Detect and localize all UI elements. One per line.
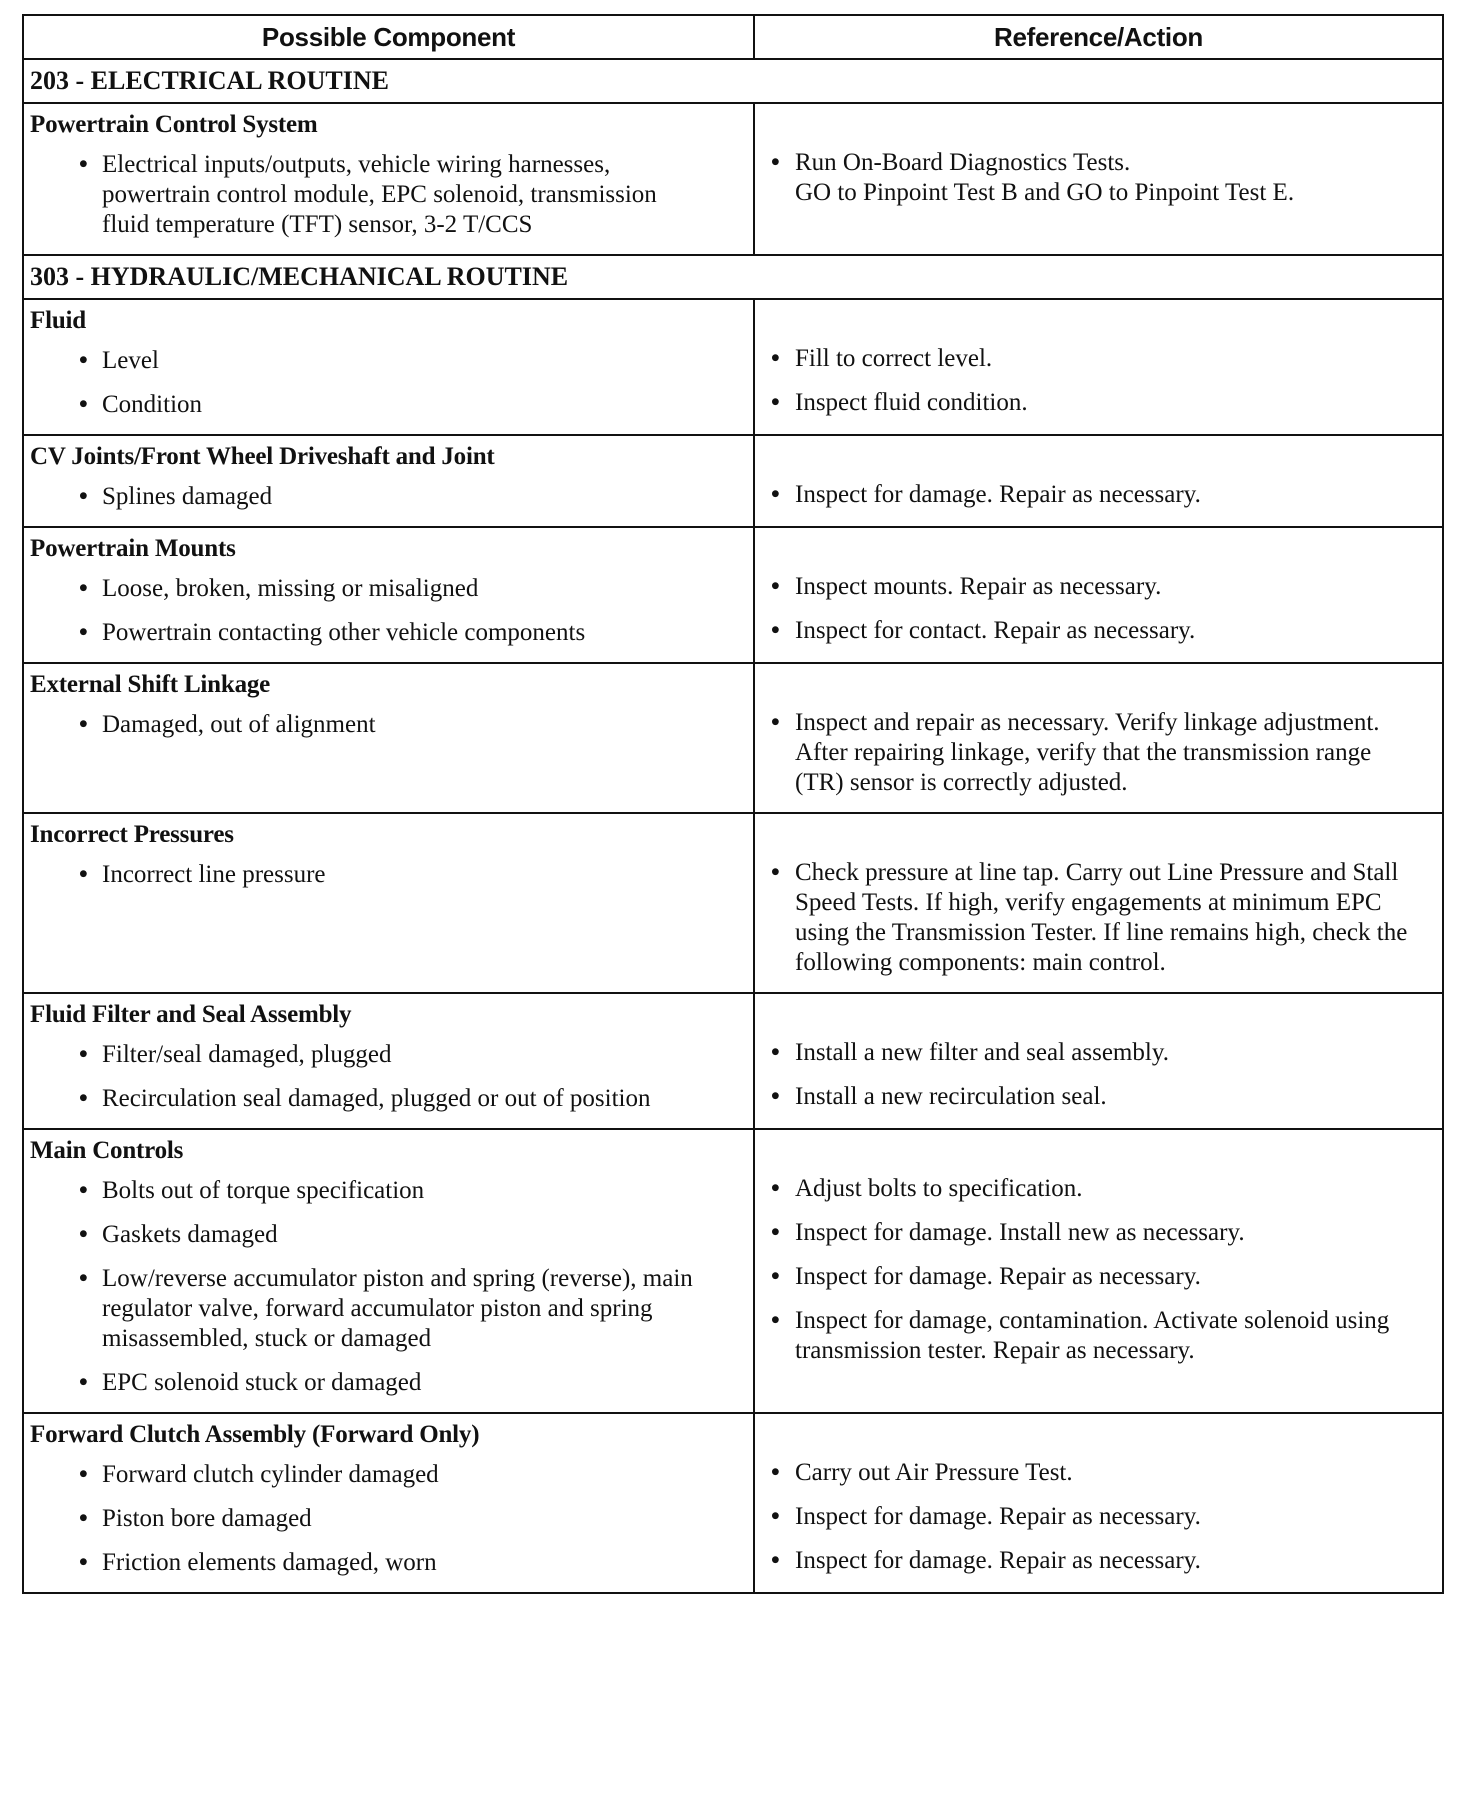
bullet-icon: • xyxy=(79,1041,88,1068)
action-item xyxy=(755,1502,1434,1532)
component-cell xyxy=(23,813,754,993)
table-body xyxy=(23,59,1443,1593)
component-item-text: Low/reverse accumulator piston and spring (reverse), main regulator valve, forward accumulator piston and spring misassembled, stuck or damaged xyxy=(102,1265,693,1352)
table-header-row xyxy=(23,15,1443,59)
bullet-icon: • xyxy=(79,861,88,888)
action-cell xyxy=(754,435,1443,527)
component-item-text: Incorrect line pressure xyxy=(102,861,326,888)
action-item-text: Inspect for contact. Repair as necessary. xyxy=(795,617,1196,644)
component-group-title: Incorrect Pressures xyxy=(30,821,234,848)
action-item xyxy=(755,1082,1434,1112)
action-item-text: Inspect for damage. Repair as necessary. xyxy=(795,1503,1201,1530)
component-item-text: Recirculation seal damaged, plugged or out of position xyxy=(102,1085,651,1112)
component-item-text: Damaged, out of alignment xyxy=(102,711,376,738)
component-list xyxy=(24,1460,753,1578)
action-item xyxy=(755,708,1434,798)
action-item xyxy=(755,388,1434,418)
action-item xyxy=(755,616,1434,646)
action-item xyxy=(755,344,1434,374)
bullet-icon: • xyxy=(771,617,780,644)
component-item xyxy=(24,482,745,512)
action-cell xyxy=(754,813,1443,993)
component-list xyxy=(24,710,753,740)
component-item xyxy=(24,1084,745,1114)
component-group-title: Forward Clutch Assembly (Forward Only) xyxy=(30,1421,480,1448)
action-item-text: Check pressure at line tap. Carry out Line Pressure and Stall Speed Tests. If high, verify engagements at minimum EPC using the Transmission Tester. If line remains high, check the following components: main control. xyxy=(795,859,1408,976)
bullet-icon: • xyxy=(79,391,88,418)
bullet-icon: • xyxy=(771,1263,780,1290)
component-list xyxy=(24,1040,753,1114)
action-item xyxy=(755,1546,1434,1576)
action-list xyxy=(755,1038,1442,1112)
component-group-row xyxy=(23,103,1443,255)
action-spacer xyxy=(755,664,1442,708)
component-item-text: Electrical inputs/outputs, vehicle wiring harnesses, powertrain control module, EPC solenoid, transmission fluid temperature (TFT) sensor, 3-2 T/CCS xyxy=(102,151,657,238)
component-item-text: Powertrain contacting other vehicle components xyxy=(102,619,586,646)
routine-row xyxy=(23,59,1443,103)
component-cell xyxy=(23,993,754,1129)
action-item-text: Fill to correct level. xyxy=(795,345,993,372)
action-spacer xyxy=(755,528,1442,572)
action-cell xyxy=(754,1413,1443,1593)
bullet-icon: • xyxy=(771,1039,780,1066)
component-item-text: Forward clutch cylinder damaged xyxy=(102,1461,439,1488)
bullet-icon: • xyxy=(79,711,88,738)
component-cell xyxy=(23,299,754,435)
component-item xyxy=(24,1176,745,1206)
bullet-icon: • xyxy=(79,1221,88,1248)
action-item xyxy=(755,1218,1434,1248)
component-cell xyxy=(23,1413,754,1593)
component-item xyxy=(24,860,745,890)
bullet-icon: • xyxy=(79,1505,88,1532)
component-cell xyxy=(23,103,754,255)
component-item-text: EPC solenoid stuck or damaged xyxy=(102,1369,422,1396)
component-group-row xyxy=(23,435,1443,527)
bullet-icon: • xyxy=(79,151,88,178)
action-item xyxy=(755,858,1434,978)
bullet-icon: • xyxy=(771,345,780,372)
component-group-row xyxy=(23,813,1443,993)
action-list xyxy=(755,480,1442,510)
action-note: GO to Pinpoint Test B and GO to Pinpoint Test E. xyxy=(795,179,1295,206)
component-cell xyxy=(23,527,754,663)
component-item xyxy=(24,710,745,740)
action-list xyxy=(755,1174,1442,1366)
action-item xyxy=(755,1306,1434,1366)
diagnostic-table-page xyxy=(22,14,1442,1594)
bullet-icon: • xyxy=(771,1307,780,1334)
component-group-title: Powertrain Control System xyxy=(30,111,318,138)
component-cell xyxy=(23,663,754,813)
action-spacer xyxy=(755,300,1442,344)
bullet-icon: • xyxy=(771,1547,780,1574)
component-item xyxy=(24,1220,745,1250)
column-header-action: Reference/Action xyxy=(754,15,1443,59)
component-item-text: Piston bore damaged xyxy=(102,1505,312,1532)
component-item-text: Condition xyxy=(102,391,203,418)
bullet-icon: • xyxy=(79,347,88,374)
component-item-text: Friction elements damaged, worn xyxy=(102,1549,437,1576)
component-group-row xyxy=(23,527,1443,663)
bullet-icon: • xyxy=(771,481,780,508)
bullet-icon: • xyxy=(771,573,780,600)
component-item xyxy=(24,1504,745,1534)
action-item xyxy=(755,1174,1434,1204)
action-spacer xyxy=(755,104,1442,148)
action-item-text: Inspect and repair as necessary. Verify linkage adjustment. After repairing linkage, verify that the transmission range (TR) sensor is correctly adjusted. xyxy=(795,709,1380,796)
bullet-icon: • xyxy=(771,1175,780,1202)
action-item-text: Adjust bolts to specification. xyxy=(795,1175,1083,1202)
component-cell xyxy=(23,435,754,527)
component-group-title: External Shift Linkage xyxy=(30,671,271,698)
bullet-icon: • xyxy=(79,619,88,646)
action-item xyxy=(755,148,1434,208)
component-group-row xyxy=(23,1129,1443,1413)
action-item-text: Inspect fluid condition. xyxy=(795,389,1028,416)
component-item-text: Loose, broken, missing or misaligned xyxy=(102,575,479,602)
component-list xyxy=(24,860,753,890)
component-list xyxy=(24,1176,753,1398)
component-group-title: Fluid xyxy=(30,307,86,334)
action-list xyxy=(755,344,1442,418)
action-spacer xyxy=(755,1414,1442,1458)
component-group-title: Powertrain Mounts xyxy=(30,535,236,562)
component-item-text: Splines damaged xyxy=(102,483,273,510)
action-list xyxy=(755,148,1442,208)
component-item xyxy=(24,150,745,240)
bullet-icon: • xyxy=(771,1503,780,1530)
action-cell xyxy=(754,527,1443,663)
bullet-icon: • xyxy=(79,1085,88,1112)
action-cell xyxy=(754,663,1443,813)
routine-heading: 303 - HYDRAULIC/MECHANICAL ROUTINE xyxy=(23,255,1443,299)
bullet-icon: • xyxy=(771,709,780,736)
bullet-icon: • xyxy=(79,483,88,510)
component-group-row xyxy=(23,663,1443,813)
action-item-text: Run On-Board Diagnostics Tests. xyxy=(795,149,1131,176)
component-list xyxy=(24,346,753,420)
bullet-icon: • xyxy=(79,1177,88,1204)
component-item xyxy=(24,390,745,420)
action-item-text: Inspect for damage. Repair as necessary. xyxy=(795,1547,1201,1574)
action-item-text: Install a new filter and seal assembly. xyxy=(795,1039,1169,1066)
component-group-row xyxy=(23,1413,1443,1593)
component-group-title: Main Controls xyxy=(30,1137,184,1164)
component-item xyxy=(24,1040,745,1070)
component-item xyxy=(24,574,745,604)
column-header-component: Possible Component xyxy=(23,15,754,59)
component-item xyxy=(24,346,745,376)
component-item xyxy=(24,1264,745,1354)
component-list xyxy=(24,574,753,648)
action-cell xyxy=(754,993,1443,1129)
bullet-icon: • xyxy=(771,1459,780,1486)
bullet-icon: • xyxy=(771,149,780,176)
action-item-text: Inspect for damage. Repair as necessary. xyxy=(795,1263,1201,1290)
bullet-icon: • xyxy=(771,1083,780,1110)
bullet-icon: • xyxy=(79,1265,88,1292)
component-item-text: Gaskets damaged xyxy=(102,1221,278,1248)
bullet-icon: • xyxy=(79,1369,88,1396)
action-item-text: Inspect for damage. Repair as necessary. xyxy=(795,481,1201,508)
bullet-icon: • xyxy=(79,1461,88,1488)
component-list xyxy=(24,150,753,240)
component-item-text: Bolts out of torque specification xyxy=(102,1177,425,1204)
component-item-text: Filter/seal damaged, plugged xyxy=(102,1041,392,1068)
action-item-text: Inspect for damage, contamination. Activate solenoid using transmission tester. Repair as necessary. xyxy=(795,1307,1390,1364)
component-item xyxy=(24,1368,745,1398)
action-cell xyxy=(754,103,1443,255)
diagnostic-table xyxy=(22,14,1444,1594)
component-item xyxy=(24,1548,745,1578)
component-group-title: CV Joints/Front Wheel Driveshaft and Joint xyxy=(30,443,495,470)
component-group-row xyxy=(23,993,1443,1129)
component-item-text: Level xyxy=(102,347,159,374)
action-spacer xyxy=(755,436,1442,480)
action-list xyxy=(755,708,1442,798)
action-item-text: Inspect mounts. Repair as necessary. xyxy=(795,573,1162,600)
action-item xyxy=(755,480,1434,510)
bullet-icon: • xyxy=(79,575,88,602)
action-list xyxy=(755,858,1442,978)
component-group-title: Fluid Filter and Seal Assembly xyxy=(30,1001,352,1028)
action-item xyxy=(755,572,1434,602)
action-item-text: Inspect for damage. Install new as necessary. xyxy=(795,1219,1245,1246)
component-list xyxy=(24,482,753,512)
action-list xyxy=(755,572,1442,646)
action-item-text: Carry out Air Pressure Test. xyxy=(795,1459,1073,1486)
action-spacer xyxy=(755,814,1442,858)
action-item-text: Install a new recirculation seal. xyxy=(795,1083,1107,1110)
component-item xyxy=(24,1460,745,1490)
component-group-row xyxy=(23,299,1443,435)
action-item xyxy=(755,1458,1434,1488)
action-spacer xyxy=(755,994,1442,1038)
bullet-icon: • xyxy=(771,859,780,886)
action-cell xyxy=(754,1129,1443,1413)
component-cell xyxy=(23,1129,754,1413)
bullet-icon: • xyxy=(771,389,780,416)
action-cell xyxy=(754,299,1443,435)
action-list xyxy=(755,1458,1442,1576)
bullet-icon: • xyxy=(79,1549,88,1576)
action-item xyxy=(755,1038,1434,1068)
routine-heading: 203 - ELECTRICAL ROUTINE xyxy=(23,59,1443,103)
routine-row xyxy=(23,255,1443,299)
component-item xyxy=(24,618,745,648)
action-spacer xyxy=(755,1130,1442,1174)
action-item xyxy=(755,1262,1434,1292)
bullet-icon: • xyxy=(771,1219,780,1246)
